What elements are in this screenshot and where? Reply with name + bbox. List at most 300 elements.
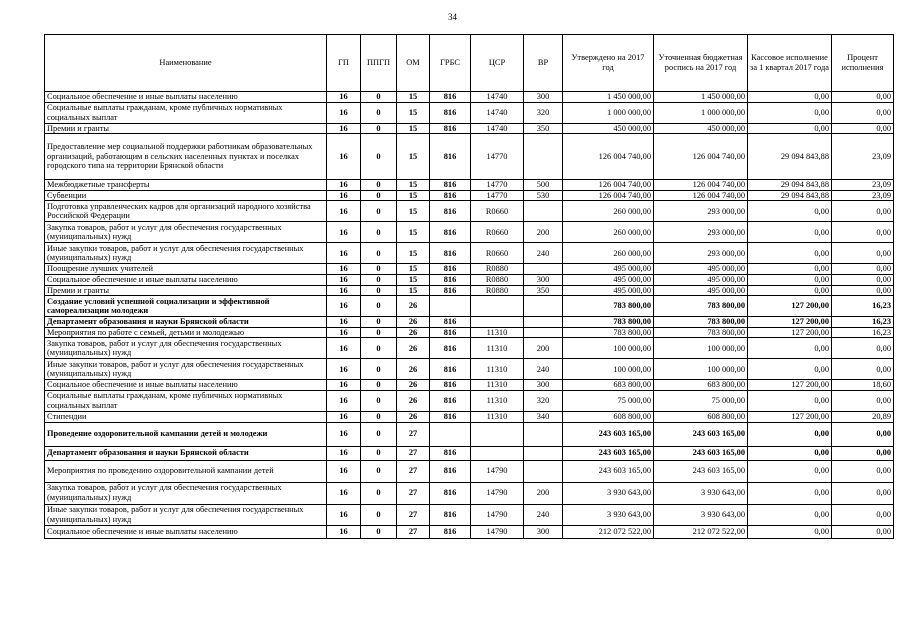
table-row xyxy=(45,317,894,328)
cell-gp: 16 xyxy=(327,123,361,134)
cell-percent: 0,00 xyxy=(832,201,894,222)
cell-grbs xyxy=(430,296,471,317)
budget-execution-table xyxy=(44,34,894,539)
cell-name: Поощрение лучших учителей xyxy=(45,264,327,275)
cell-name: Иные закупки товаров, работ и услуг для обеспечения государственных (муниципальных) нужд xyxy=(45,243,327,264)
cell-csr: 14770 xyxy=(471,180,524,191)
cell-om: 15 xyxy=(397,222,430,243)
cell-om: 26 xyxy=(397,327,430,338)
cell-refined: 783 800,00 xyxy=(654,296,748,317)
cell-ppgp: 0 xyxy=(361,222,397,243)
cell-csr: 14790 xyxy=(471,525,524,538)
header-csr: ЦСР xyxy=(471,35,524,92)
cell-grbs: 816 xyxy=(430,102,471,123)
cell-cash: 29 094 843,88 xyxy=(748,134,832,180)
cell-grbs: 816 xyxy=(430,243,471,264)
cell-csr: 14790 xyxy=(471,504,524,525)
cell-csr: R0660 xyxy=(471,222,524,243)
cell-percent: 23,09 xyxy=(832,190,894,201)
cell-gp: 16 xyxy=(327,180,361,191)
cell-om: 15 xyxy=(397,274,430,285)
cell-ppgp: 0 xyxy=(361,180,397,191)
header-approved: Утверждено на 2017 год xyxy=(563,35,654,92)
cell-csr: 11310 xyxy=(471,359,524,380)
cell-csr: 14790 xyxy=(471,460,524,482)
cell-vr: 240 xyxy=(524,504,563,525)
header-vr: ВР xyxy=(524,35,563,92)
cell-vr: 200 xyxy=(524,222,563,243)
cell-cash: 0,00 xyxy=(748,422,832,446)
cell-ppgp: 0 xyxy=(361,274,397,285)
cell-refined: 683 800,00 xyxy=(654,380,748,391)
cell-cash: 0,00 xyxy=(748,359,832,380)
cell-name: Социальное обеспечение и иные выплаты населению xyxy=(45,92,327,103)
cell-percent: 23,09 xyxy=(832,180,894,191)
cell-om: 27 xyxy=(397,525,430,538)
cell-om: 15 xyxy=(397,243,430,264)
cell-cash: 29 094 843,88 xyxy=(748,180,832,191)
cell-om: 15 xyxy=(397,180,430,191)
cell-name: Закупка товаров, работ и услуг для обеспечения государственных (муниципальных) нужд xyxy=(45,482,327,504)
cell-csr: 11310 xyxy=(471,380,524,391)
cell-percent: 0,00 xyxy=(832,92,894,103)
cell-csr xyxy=(471,296,524,317)
table-body xyxy=(45,92,894,539)
cell-refined: 100 000,00 xyxy=(654,338,748,359)
cell-cash: 127 200,00 xyxy=(748,327,832,338)
cell-refined: 783 800,00 xyxy=(654,317,748,328)
table-row xyxy=(45,359,894,380)
cell-om: 26 xyxy=(397,317,430,328)
cell-percent: 0,00 xyxy=(832,274,894,285)
header-refined: Уточненная бюджетная роспись на 2017 год xyxy=(654,35,748,92)
cell-percent: 0,00 xyxy=(832,446,894,460)
cell-approved: 260 000,00 xyxy=(563,201,654,222)
cell-gp: 16 xyxy=(327,338,361,359)
cell-refined: 100 000,00 xyxy=(654,359,748,380)
cell-grbs: 816 xyxy=(430,190,471,201)
cell-approved: 243 603 165,00 xyxy=(563,446,654,460)
cell-approved: 783 800,00 xyxy=(563,296,654,317)
header-percent: Процент исполнения xyxy=(832,35,894,92)
cell-om: 26 xyxy=(397,390,430,411)
cell-vr: 320 xyxy=(524,102,563,123)
cell-name: Мероприятия по работе с семьей, детьми и молодежью xyxy=(45,327,327,338)
cell-refined: 75 000,00 xyxy=(654,390,748,411)
cell-vr xyxy=(524,460,563,482)
cell-om: 27 xyxy=(397,422,430,446)
cell-om: 26 xyxy=(397,359,430,380)
cell-csr: 14740 xyxy=(471,92,524,103)
cell-approved: 3 930 643,00 xyxy=(563,504,654,525)
cell-csr xyxy=(471,317,524,328)
cell-percent: 0,00 xyxy=(832,123,894,134)
cell-approved: 260 000,00 xyxy=(563,222,654,243)
table-header-row xyxy=(45,35,894,92)
cell-ppgp: 0 xyxy=(361,92,397,103)
cell-csr: R0880 xyxy=(471,264,524,275)
cell-percent: 0,00 xyxy=(832,243,894,264)
cell-ppgp: 0 xyxy=(361,446,397,460)
cell-cash: 0,00 xyxy=(748,460,832,482)
cell-refined: 243 603 165,00 xyxy=(654,422,748,446)
cell-om: 15 xyxy=(397,190,430,201)
table-row xyxy=(45,411,894,422)
header-cash: Кассовое исполнение за 1 квартал 2017 года xyxy=(748,35,832,92)
table-row xyxy=(45,338,894,359)
cell-grbs: 816 xyxy=(430,264,471,275)
cell-grbs: 816 xyxy=(430,525,471,538)
cell-vr: 340 xyxy=(524,411,563,422)
cell-grbs: 816 xyxy=(430,504,471,525)
cell-grbs: 816 xyxy=(430,123,471,134)
cell-vr xyxy=(524,327,563,338)
cell-gp: 16 xyxy=(327,460,361,482)
cell-refined: 293 000,00 xyxy=(654,201,748,222)
cell-cash: 29 094 843,88 xyxy=(748,190,832,201)
cell-name: Департамент образования и науки Брянской области xyxy=(45,317,327,328)
cell-grbs: 816 xyxy=(430,446,471,460)
cell-refined: 126 004 740,00 xyxy=(654,190,748,201)
cell-grbs: 816 xyxy=(430,327,471,338)
cell-cash: 127 200,00 xyxy=(748,296,832,317)
cell-ppgp: 0 xyxy=(361,482,397,504)
cell-csr: 11310 xyxy=(471,390,524,411)
cell-name: Проведение оздоровительной кампании детей и молодежи xyxy=(45,422,327,446)
cell-csr: R0660 xyxy=(471,201,524,222)
cell-approved: 495 000,00 xyxy=(563,285,654,296)
cell-gp: 16 xyxy=(327,243,361,264)
cell-gp: 16 xyxy=(327,296,361,317)
cell-csr xyxy=(471,446,524,460)
cell-cash: 0,00 xyxy=(748,504,832,525)
cell-ppgp: 0 xyxy=(361,190,397,201)
cell-vr: 240 xyxy=(524,359,563,380)
cell-cash: 0,00 xyxy=(748,264,832,275)
cell-grbs: 816 xyxy=(430,359,471,380)
cell-ppgp: 0 xyxy=(361,525,397,538)
cell-ppgp: 0 xyxy=(361,134,397,180)
cell-gp: 16 xyxy=(327,422,361,446)
cell-om: 27 xyxy=(397,446,430,460)
cell-refined: 212 072 522,00 xyxy=(654,525,748,538)
cell-vr xyxy=(524,296,563,317)
cell-percent: 0,00 xyxy=(832,525,894,538)
cell-name: Премии и гранты xyxy=(45,285,327,296)
table-row xyxy=(45,525,894,538)
cell-cash: 0,00 xyxy=(748,446,832,460)
table-row xyxy=(45,190,894,201)
cell-csr: R0880 xyxy=(471,285,524,296)
cell-cash: 0,00 xyxy=(748,222,832,243)
cell-refined: 293 000,00 xyxy=(654,222,748,243)
cell-refined: 608 800,00 xyxy=(654,411,748,422)
cell-percent: 16,23 xyxy=(832,296,894,317)
table-row xyxy=(45,180,894,191)
cell-om: 15 xyxy=(397,201,430,222)
table-row xyxy=(45,422,894,446)
cell-gp: 16 xyxy=(327,264,361,275)
cell-approved: 495 000,00 xyxy=(563,274,654,285)
cell-name: Стипендии xyxy=(45,411,327,422)
cell-vr: 320 xyxy=(524,390,563,411)
cell-om: 26 xyxy=(397,296,430,317)
cell-vr: 350 xyxy=(524,285,563,296)
cell-approved: 783 800,00 xyxy=(563,317,654,328)
cell-om: 26 xyxy=(397,411,430,422)
cell-refined: 243 603 165,00 xyxy=(654,460,748,482)
cell-vr: 300 xyxy=(524,380,563,391)
cell-vr xyxy=(524,317,563,328)
cell-percent: 16,23 xyxy=(832,317,894,328)
cell-vr: 200 xyxy=(524,338,563,359)
cell-grbs: 816 xyxy=(430,317,471,328)
cell-ppgp: 0 xyxy=(361,243,397,264)
cell-approved: 243 603 165,00 xyxy=(563,422,654,446)
cell-percent: 0,00 xyxy=(832,390,894,411)
table-row xyxy=(45,92,894,103)
cell-name: Департамент образования и науки Брянской области xyxy=(45,446,327,460)
cell-vr: 300 xyxy=(524,92,563,103)
header-om: ОМ xyxy=(397,35,430,92)
cell-name: Предоставление мер социальной поддержки работникам образовательных организаций, работающим в сельских населенных пунктах и поселках городского типа на территории Брянской области xyxy=(45,134,327,180)
cell-gp: 16 xyxy=(327,411,361,422)
cell-grbs: 816 xyxy=(430,180,471,191)
cell-cash: 127 200,00 xyxy=(748,317,832,328)
table-row xyxy=(45,134,894,180)
cell-ppgp: 0 xyxy=(361,380,397,391)
cell-percent: 0,00 xyxy=(832,102,894,123)
cell-csr: R0880 xyxy=(471,274,524,285)
cell-refined: 126 004 740,00 xyxy=(654,134,748,180)
cell-gp: 16 xyxy=(327,190,361,201)
cell-name: Закупка товаров, работ и услуг для обеспечения государственных (муниципальных) нужд xyxy=(45,222,327,243)
cell-refined: 1 000 000,00 xyxy=(654,102,748,123)
cell-csr: 11310 xyxy=(471,327,524,338)
cell-name: Социальные выплаты гражданам, кроме публичных нормативных социальных выплат xyxy=(45,390,327,411)
table-row xyxy=(45,222,894,243)
cell-grbs: 816 xyxy=(430,92,471,103)
table-row xyxy=(45,380,894,391)
cell-percent: 0,00 xyxy=(832,338,894,359)
cell-name: Субвенции xyxy=(45,190,327,201)
cell-om: 26 xyxy=(397,338,430,359)
cell-ppgp: 0 xyxy=(361,460,397,482)
header-name: Наименование xyxy=(45,35,327,92)
cell-refined: 1 450 000,00 xyxy=(654,92,748,103)
cell-cash: 0,00 xyxy=(748,274,832,285)
cell-refined: 495 000,00 xyxy=(654,274,748,285)
cell-om: 15 xyxy=(397,134,430,180)
cell-grbs: 816 xyxy=(430,482,471,504)
cell-percent: 23,09 xyxy=(832,134,894,180)
cell-name: Социальное обеспечение и иные выплаты населению xyxy=(45,525,327,538)
cell-name: Мероприятия по проведению оздоровительной кампании детей xyxy=(45,460,327,482)
cell-cash: 0,00 xyxy=(748,102,832,123)
cell-name: Премии и гранты xyxy=(45,123,327,134)
cell-om: 15 xyxy=(397,285,430,296)
cell-gp: 16 xyxy=(327,359,361,380)
cell-vr xyxy=(524,264,563,275)
cell-cash: 0,00 xyxy=(748,390,832,411)
table-row xyxy=(45,274,894,285)
cell-ppgp: 0 xyxy=(361,123,397,134)
cell-gp: 16 xyxy=(327,92,361,103)
table-row xyxy=(45,285,894,296)
cell-vr xyxy=(524,446,563,460)
cell-vr xyxy=(524,422,563,446)
cell-gp: 16 xyxy=(327,525,361,538)
cell-percent: 0,00 xyxy=(832,482,894,504)
cell-ppgp: 0 xyxy=(361,102,397,123)
table-row xyxy=(45,243,894,264)
cell-approved: 126 004 740,00 xyxy=(563,180,654,191)
cell-csr xyxy=(471,422,524,446)
cell-gp: 16 xyxy=(327,317,361,328)
cell-gp: 16 xyxy=(327,390,361,411)
cell-name: Иные закупки товаров, работ и услуг для обеспечения государственных (муниципальных) нужд xyxy=(45,504,327,525)
cell-csr: 14790 xyxy=(471,482,524,504)
cell-gp: 16 xyxy=(327,222,361,243)
cell-percent: 0,00 xyxy=(832,504,894,525)
cell-cash: 0,00 xyxy=(748,525,832,538)
cell-grbs: 816 xyxy=(430,274,471,285)
cell-grbs: 816 xyxy=(430,411,471,422)
table-row xyxy=(45,201,894,222)
cell-gp: 16 xyxy=(327,504,361,525)
cell-om: 15 xyxy=(397,102,430,123)
cell-approved: 126 004 740,00 xyxy=(563,134,654,180)
cell-gp: 16 xyxy=(327,134,361,180)
cell-cash: 0,00 xyxy=(748,201,832,222)
page-number: 34 xyxy=(448,12,457,22)
cell-csr: 14770 xyxy=(471,134,524,180)
cell-percent: 0,00 xyxy=(832,264,894,275)
header-gp: ГП xyxy=(327,35,361,92)
cell-percent: 0,00 xyxy=(832,460,894,482)
table-row xyxy=(45,504,894,525)
cell-cash: 127 200,00 xyxy=(748,411,832,422)
cell-approved: 75 000,00 xyxy=(563,390,654,411)
cell-approved: 683 800,00 xyxy=(563,380,654,391)
cell-refined: 783 800,00 xyxy=(654,327,748,338)
cell-approved: 100 000,00 xyxy=(563,359,654,380)
cell-cash: 127 200,00 xyxy=(748,380,832,391)
cell-refined: 3 930 643,00 xyxy=(654,482,748,504)
cell-ppgp: 0 xyxy=(361,422,397,446)
cell-name: Межбюджетные трансферты xyxy=(45,180,327,191)
cell-vr: 350 xyxy=(524,123,563,134)
cell-cash: 0,00 xyxy=(748,123,832,134)
cell-name: Социальное обеспечение и иные выплаты населению xyxy=(45,274,327,285)
cell-name: Закупка товаров, работ и услуг для обеспечения государственных (муниципальных) нужд xyxy=(45,338,327,359)
cell-approved: 1 000 000,00 xyxy=(563,102,654,123)
cell-refined: 3 930 643,00 xyxy=(654,504,748,525)
cell-percent: 0,00 xyxy=(832,422,894,446)
cell-approved: 212 072 522,00 xyxy=(563,525,654,538)
table-row xyxy=(45,123,894,134)
cell-csr: 11310 xyxy=(471,411,524,422)
cell-refined: 243 603 165,00 xyxy=(654,446,748,460)
table-row xyxy=(45,264,894,275)
cell-csr: 14740 xyxy=(471,102,524,123)
cell-csr: R0660 xyxy=(471,243,524,264)
cell-approved: 3 930 643,00 xyxy=(563,482,654,504)
header-ppgp: ППГП xyxy=(361,35,397,92)
cell-csr: 14740 xyxy=(471,123,524,134)
cell-gp: 16 xyxy=(327,201,361,222)
cell-percent: 0,00 xyxy=(832,222,894,243)
cell-grbs: 816 xyxy=(430,380,471,391)
cell-approved: 100 000,00 xyxy=(563,338,654,359)
cell-ppgp: 0 xyxy=(361,317,397,328)
cell-gp: 16 xyxy=(327,102,361,123)
cell-cash: 0,00 xyxy=(748,243,832,264)
cell-csr: 11310 xyxy=(471,338,524,359)
cell-approved: 1 450 000,00 xyxy=(563,92,654,103)
cell-ppgp: 0 xyxy=(361,390,397,411)
cell-vr: 300 xyxy=(524,274,563,285)
cell-percent: 0,00 xyxy=(832,359,894,380)
cell-om: 15 xyxy=(397,123,430,134)
table-row xyxy=(45,460,894,482)
cell-om: 27 xyxy=(397,482,430,504)
cell-vr: 240 xyxy=(524,243,563,264)
cell-vr xyxy=(524,201,563,222)
cell-name: Подготовка управленческих кадров для организаций народного хозяйства Российской Федерации xyxy=(45,201,327,222)
cell-grbs: 816 xyxy=(430,222,471,243)
cell-ppgp: 0 xyxy=(361,201,397,222)
table-row xyxy=(45,390,894,411)
cell-approved: 260 000,00 xyxy=(563,243,654,264)
cell-approved: 783 800,00 xyxy=(563,327,654,338)
cell-approved: 243 603 165,00 xyxy=(563,460,654,482)
cell-cash: 0,00 xyxy=(748,92,832,103)
cell-name: Социальные выплаты гражданам, кроме публичных нормативных социальных выплат xyxy=(45,102,327,123)
cell-cash: 0,00 xyxy=(748,482,832,504)
cell-ppgp: 0 xyxy=(361,504,397,525)
cell-ppgp: 0 xyxy=(361,359,397,380)
cell-vr xyxy=(524,134,563,180)
cell-approved: 450 000,00 xyxy=(563,123,654,134)
cell-name: Социальное обеспечение и иные выплаты населению xyxy=(45,380,327,391)
cell-gp: 16 xyxy=(327,482,361,504)
cell-percent: 18,60 xyxy=(832,380,894,391)
cell-grbs: 816 xyxy=(430,460,471,482)
cell-ppgp: 0 xyxy=(361,411,397,422)
cell-vr: 530 xyxy=(524,190,563,201)
cell-name: Иные закупки товаров, работ и услуг для обеспечения государственных (муниципальных) нужд xyxy=(45,359,327,380)
table-row xyxy=(45,327,894,338)
cell-ppgp: 0 xyxy=(361,285,397,296)
cell-gp: 16 xyxy=(327,446,361,460)
cell-refined: 450 000,00 xyxy=(654,123,748,134)
cell-gp: 16 xyxy=(327,285,361,296)
cell-gp: 16 xyxy=(327,274,361,285)
cell-ppgp: 0 xyxy=(361,264,397,275)
cell-refined: 126 004 740,00 xyxy=(654,180,748,191)
cell-refined: 293 000,00 xyxy=(654,243,748,264)
cell-grbs: 816 xyxy=(430,134,471,180)
cell-grbs: 816 xyxy=(430,201,471,222)
cell-csr: 14770 xyxy=(471,190,524,201)
table-row xyxy=(45,482,894,504)
cell-ppgp: 0 xyxy=(361,338,397,359)
cell-refined: 495 000,00 xyxy=(654,264,748,275)
cell-grbs: 816 xyxy=(430,390,471,411)
cell-vr: 300 xyxy=(524,525,563,538)
cell-om: 26 xyxy=(397,380,430,391)
